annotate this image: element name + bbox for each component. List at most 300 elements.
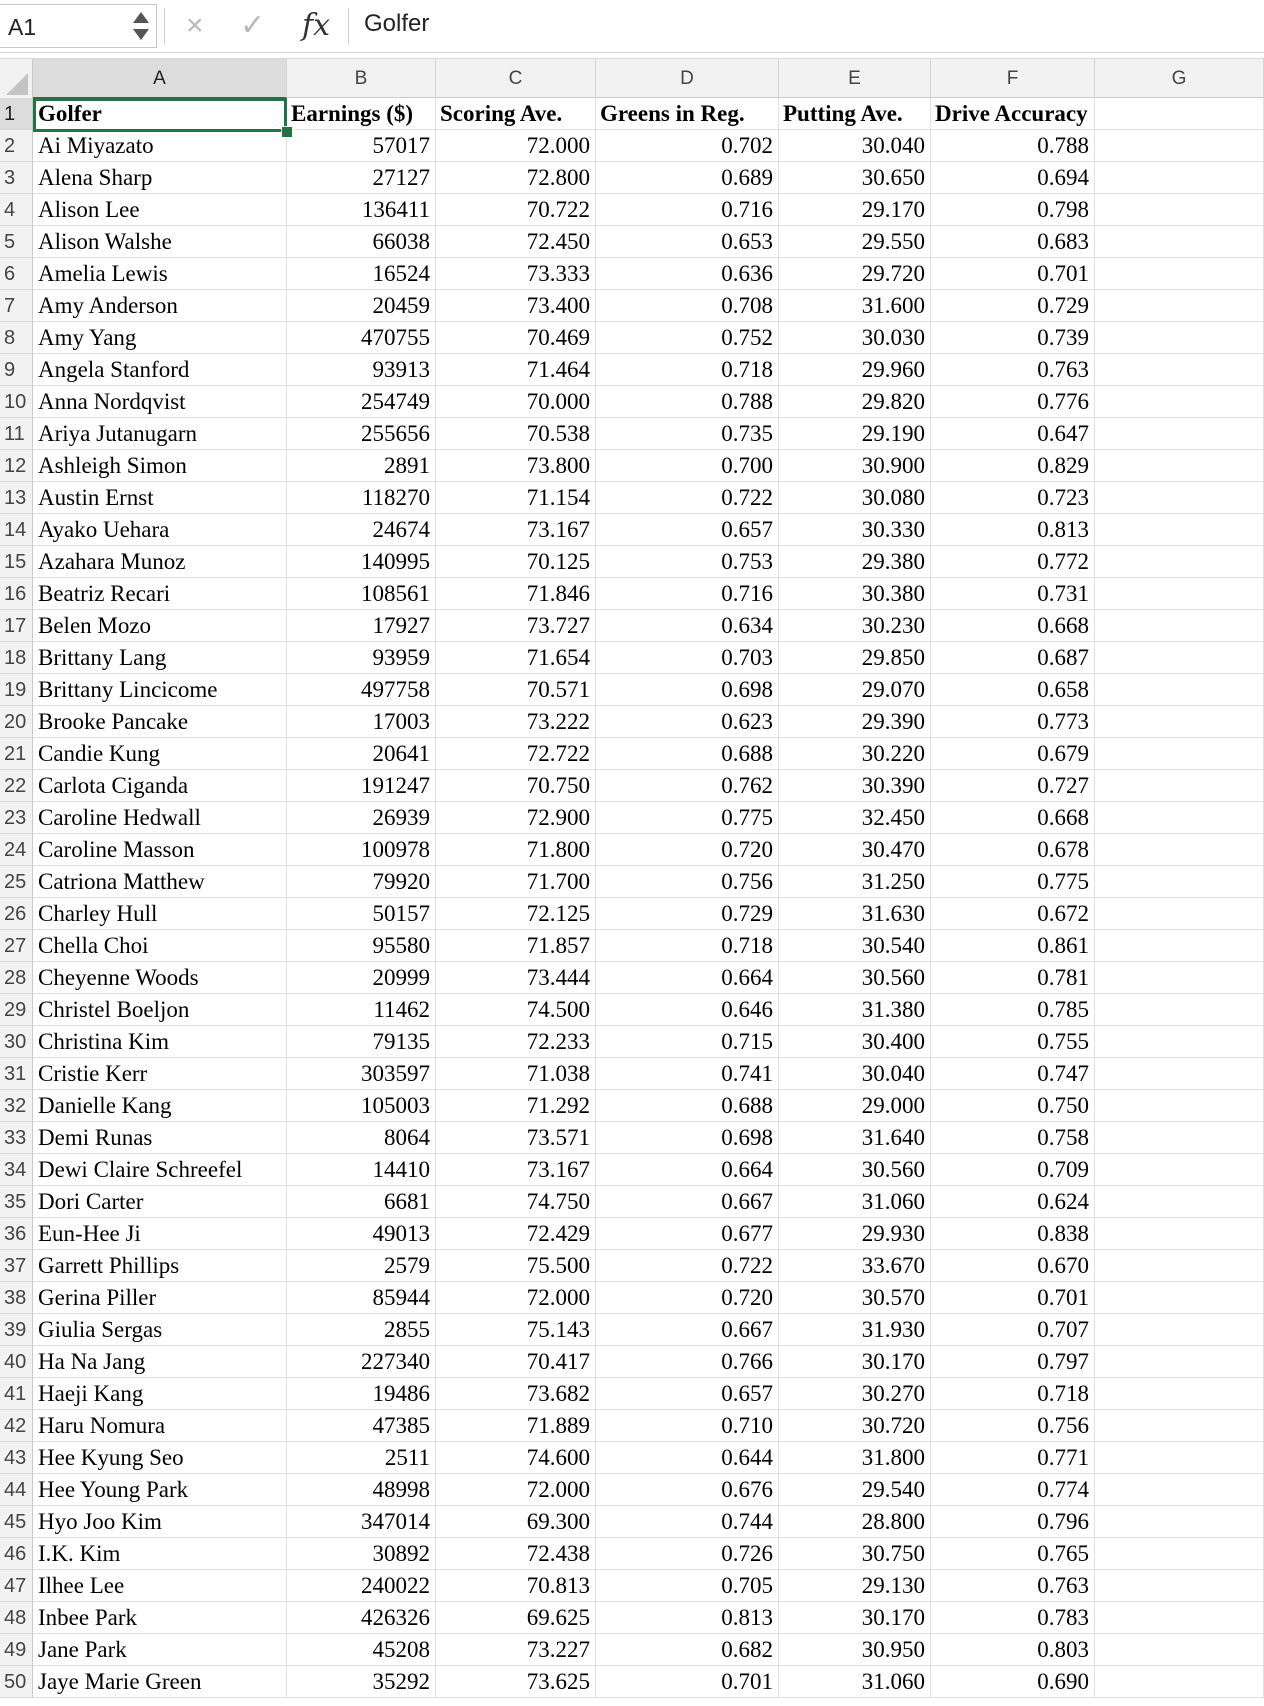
row-header[interactable]: 6	[0, 258, 33, 290]
cell[interactable]: 0.701	[931, 258, 1095, 290]
empty-cell[interactable]	[1095, 194, 1264, 226]
cell[interactable]: Caroline Hedwall	[33, 802, 287, 834]
cell[interactable]: 70.813	[436, 1570, 596, 1602]
cell[interactable]: 0.755	[931, 1026, 1095, 1058]
cell[interactable]: 0.672	[931, 898, 1095, 930]
empty-cell[interactable]	[1095, 162, 1264, 194]
row-header[interactable]: 38	[0, 1282, 33, 1314]
row-header[interactable]: 5	[0, 226, 33, 258]
cell[interactable]: 71.038	[436, 1058, 596, 1090]
cell[interactable]: 0.762	[596, 770, 779, 802]
empty-cell[interactable]	[1095, 1058, 1264, 1090]
row-header[interactable]: 37	[0, 1250, 33, 1282]
cell[interactable]: Christel Boeljon	[33, 994, 287, 1026]
cell[interactable]: 71.292	[436, 1090, 596, 1122]
cell[interactable]: 254749	[287, 386, 436, 418]
cell[interactable]: 0.803	[931, 1634, 1095, 1666]
cell[interactable]: 29.390	[779, 706, 931, 738]
cell[interactable]: Brittany Lincicome	[33, 674, 287, 706]
cell[interactable]: 0.722	[596, 1250, 779, 1282]
cell[interactable]: 8064	[287, 1122, 436, 1154]
cell[interactable]: 72.000	[436, 1474, 596, 1506]
row-header[interactable]: 10	[0, 386, 33, 418]
row-header[interactable]: 48	[0, 1602, 33, 1634]
cell[interactable]: 79135	[287, 1026, 436, 1058]
cell[interactable]: 0.756	[931, 1410, 1095, 1442]
empty-cell[interactable]	[1095, 610, 1264, 642]
cell[interactable]: 0.735	[596, 418, 779, 450]
cell[interactable]: 45208	[287, 1634, 436, 1666]
cell[interactable]: 0.667	[596, 1186, 779, 1218]
empty-cell[interactable]	[1095, 1538, 1264, 1570]
row-header[interactable]: 42	[0, 1410, 33, 1442]
cell[interactable]: Jane Park	[33, 1634, 287, 1666]
row-header[interactable]: 46	[0, 1538, 33, 1570]
empty-cell[interactable]	[1095, 962, 1264, 994]
cell[interactable]: Ashleigh Simon	[33, 450, 287, 482]
empty-cell[interactable]	[1095, 1186, 1264, 1218]
cell[interactable]: 0.703	[596, 642, 779, 674]
cell[interactable]: 30.900	[779, 450, 931, 482]
cell[interactable]: Gerina Piller	[33, 1282, 287, 1314]
cell[interactable]: 74.600	[436, 1442, 596, 1474]
cell[interactable]: Anna Nordqvist	[33, 386, 287, 418]
cell[interactable]: 72.438	[436, 1538, 596, 1570]
empty-cell[interactable]	[1095, 642, 1264, 674]
empty-cell[interactable]	[1095, 1602, 1264, 1634]
cell[interactable]: Hee Young Park	[33, 1474, 287, 1506]
cell[interactable]: 30.170	[779, 1602, 931, 1634]
row-header[interactable]: 25	[0, 866, 33, 898]
row-header[interactable]: 35	[0, 1186, 33, 1218]
row-header[interactable]: 44	[0, 1474, 33, 1506]
empty-cell[interactable]	[1095, 322, 1264, 354]
cell[interactable]: Demi Runas	[33, 1122, 287, 1154]
cell[interactable]: 19486	[287, 1378, 436, 1410]
cell[interactable]: 71.889	[436, 1410, 596, 1442]
cell[interactable]: 0.689	[596, 162, 779, 194]
empty-cell[interactable]	[1095, 258, 1264, 290]
cell[interactable]: 0.664	[596, 1154, 779, 1186]
cell[interactable]: 255656	[287, 418, 436, 450]
cell[interactable]: 73.571	[436, 1122, 596, 1154]
empty-cell[interactable]	[1095, 802, 1264, 834]
cell[interactable]: Ha Na Jang	[33, 1346, 287, 1378]
cell[interactable]: Jaye Marie Green	[33, 1666, 287, 1698]
cell[interactable]: 71.654	[436, 642, 596, 674]
cell[interactable]: Ayako Uehara	[33, 514, 287, 546]
cell[interactable]: 31.600	[779, 290, 931, 322]
cell[interactable]: Dewi Claire Schreefel	[33, 1154, 287, 1186]
empty-cell[interactable]	[1095, 130, 1264, 162]
cell[interactable]: 108561	[287, 578, 436, 610]
cell[interactable]: 29.000	[779, 1090, 931, 1122]
row-header[interactable]: 8	[0, 322, 33, 354]
cell[interactable]: Hee Kyung Seo	[33, 1442, 287, 1474]
empty-cell[interactable]	[1095, 770, 1264, 802]
cell[interactable]: 29.380	[779, 546, 931, 578]
cell[interactable]: 29.070	[779, 674, 931, 706]
cell[interactable]: 240022	[287, 1570, 436, 1602]
cell[interactable]: 2511	[287, 1442, 436, 1474]
cell[interactable]: 0.701	[596, 1666, 779, 1698]
cell[interactable]: Amy Anderson	[33, 290, 287, 322]
cell[interactable]: 2855	[287, 1314, 436, 1346]
cell[interactable]: 29.170	[779, 194, 931, 226]
cell[interactable]: 0.750	[931, 1090, 1095, 1122]
empty-cell[interactable]	[1095, 706, 1264, 738]
cell[interactable]: 0.798	[931, 194, 1095, 226]
cell[interactable]: 73.227	[436, 1634, 596, 1666]
cell[interactable]: 136411	[287, 194, 436, 226]
cell[interactable]: Christina Kim	[33, 1026, 287, 1058]
cell[interactable]: 73.167	[436, 1154, 596, 1186]
cell[interactable]: 0.687	[931, 642, 1095, 674]
row-header[interactable]: 23	[0, 802, 33, 834]
column-header-a[interactable]: A	[33, 59, 287, 99]
cell[interactable]: 73.682	[436, 1378, 596, 1410]
cell[interactable]: 29.820	[779, 386, 931, 418]
cell[interactable]: 0.710	[596, 1410, 779, 1442]
empty-cell[interactable]	[1095, 418, 1264, 450]
row-header[interactable]: 32	[0, 1090, 33, 1122]
name-box[interactable]	[0, 4, 157, 48]
cell[interactable]: Amy Yang	[33, 322, 287, 354]
cell[interactable]: 30.720	[779, 1410, 931, 1442]
cell[interactable]: 70.722	[436, 194, 596, 226]
cell[interactable]: 93913	[287, 354, 436, 386]
cell[interactable]: 0.653	[596, 226, 779, 258]
row-header[interactable]: 49	[0, 1634, 33, 1666]
cell[interactable]: 31.630	[779, 898, 931, 930]
function-icon[interactable]: fx	[302, 8, 331, 43]
cell[interactable]: 30.080	[779, 482, 931, 514]
cell[interactable]: 0.771	[931, 1442, 1095, 1474]
header-cell[interactable]: Earnings ($)	[287, 98, 436, 130]
empty-cell[interactable]	[1095, 1218, 1264, 1250]
cell[interactable]: 72.450	[436, 226, 596, 258]
cell[interactable]: 29.130	[779, 1570, 931, 1602]
empty-cell[interactable]	[1095, 834, 1264, 866]
cell[interactable]: 0.644	[596, 1442, 779, 1474]
cell[interactable]: 74.500	[436, 994, 596, 1026]
empty-cell[interactable]	[1095, 98, 1264, 130]
cell[interactable]: 35292	[287, 1666, 436, 1698]
row-header[interactable]: 15	[0, 546, 33, 578]
cell[interactable]: 0.670	[931, 1250, 1095, 1282]
cell[interactable]: 30.560	[779, 1154, 931, 1186]
cell[interactable]: 29.540	[779, 1474, 931, 1506]
cell[interactable]: 0.829	[931, 450, 1095, 482]
cell[interactable]: 32.450	[779, 802, 931, 834]
cell[interactable]: 30.560	[779, 962, 931, 994]
cell[interactable]: Alena Sharp	[33, 162, 287, 194]
cell[interactable]: 72.429	[436, 1218, 596, 1250]
cell[interactable]: 70.538	[436, 418, 596, 450]
cancel-icon[interactable]: ×	[186, 9, 204, 42]
cell[interactable]: 105003	[287, 1090, 436, 1122]
cell[interactable]: 0.838	[931, 1218, 1095, 1250]
cell[interactable]: Beatriz Recari	[33, 578, 287, 610]
row-header[interactable]: 16	[0, 578, 33, 610]
column-header-g[interactable]: G	[1095, 59, 1264, 99]
row-header[interactable]: 34	[0, 1154, 33, 1186]
row-header[interactable]: 29	[0, 994, 33, 1026]
cell[interactable]: 48998	[287, 1474, 436, 1506]
empty-cell[interactable]	[1095, 450, 1264, 482]
cell[interactable]: 30.220	[779, 738, 931, 770]
column-header-b[interactable]: B	[287, 59, 436, 99]
cell[interactable]: 11462	[287, 994, 436, 1026]
cell[interactable]: 303597	[287, 1058, 436, 1090]
row-header[interactable]: 4	[0, 194, 33, 226]
cell[interactable]: 0.657	[596, 1378, 779, 1410]
cell[interactable]: 0.688	[596, 738, 779, 770]
cell[interactable]: 72.000	[436, 1282, 596, 1314]
cell[interactable]: 73.400	[436, 290, 596, 322]
cell[interactable]: Catriona Matthew	[33, 866, 287, 898]
cell[interactable]: 73.800	[436, 450, 596, 482]
cell[interactable]: 31.250	[779, 866, 931, 898]
cell[interactable]: 71.857	[436, 930, 596, 962]
cell[interactable]: Brittany Lang	[33, 642, 287, 674]
empty-cell[interactable]	[1095, 578, 1264, 610]
empty-cell[interactable]	[1095, 1346, 1264, 1378]
cell[interactable]: 29.930	[779, 1218, 931, 1250]
row-header[interactable]: 7	[0, 290, 33, 322]
cell[interactable]: 0.788	[596, 386, 779, 418]
cell[interactable]: Angela Stanford	[33, 354, 287, 386]
cell[interactable]: 0.720	[596, 1282, 779, 1314]
row-header[interactable]: 21	[0, 738, 33, 770]
cell[interactable]: 47385	[287, 1410, 436, 1442]
cell[interactable]: 30.570	[779, 1282, 931, 1314]
cell[interactable]: 140995	[287, 546, 436, 578]
cell[interactable]: 29.190	[779, 418, 931, 450]
row-header[interactable]: 28	[0, 962, 33, 994]
cell[interactable]: 73.444	[436, 962, 596, 994]
cell[interactable]: 85944	[287, 1282, 436, 1314]
cell[interactable]: 57017	[287, 130, 436, 162]
cell[interactable]: 30.540	[779, 930, 931, 962]
cell[interactable]: 69.300	[436, 1506, 596, 1538]
cell[interactable]: 0.773	[931, 706, 1095, 738]
cell[interactable]: 0.752	[596, 322, 779, 354]
cell[interactable]: 14410	[287, 1154, 436, 1186]
cell[interactable]: 70.417	[436, 1346, 596, 1378]
empty-cell[interactable]	[1095, 1154, 1264, 1186]
cell[interactable]: 71.846	[436, 578, 596, 610]
cell[interactable]: 0.763	[931, 354, 1095, 386]
cell[interactable]: Charley Hull	[33, 898, 287, 930]
cell[interactable]: 73.167	[436, 514, 596, 546]
cell[interactable]: 30.950	[779, 1634, 931, 1666]
cell[interactable]: Alison Walshe	[33, 226, 287, 258]
cell[interactable]: 30.470	[779, 834, 931, 866]
column-header-d[interactable]: D	[596, 59, 779, 99]
cell[interactable]: 0.679	[931, 738, 1095, 770]
cell[interactable]: 0.624	[931, 1186, 1095, 1218]
cell[interactable]: 0.702	[596, 130, 779, 162]
cell[interactable]: 0.718	[596, 354, 779, 386]
empty-cell[interactable]	[1095, 1026, 1264, 1058]
cell[interactable]: 72.900	[436, 802, 596, 834]
cell[interactable]: 30.750	[779, 1538, 931, 1570]
cell[interactable]: 30.040	[779, 1058, 931, 1090]
row-header[interactable]: 2	[0, 130, 33, 162]
cell[interactable]: 0.744	[596, 1506, 779, 1538]
cell[interactable]: 0.788	[931, 130, 1095, 162]
cell[interactable]: 118270	[287, 482, 436, 514]
empty-cell[interactable]	[1095, 290, 1264, 322]
cell[interactable]: 72.800	[436, 162, 596, 194]
cell[interactable]: 0.797	[931, 1346, 1095, 1378]
cell[interactable]: 0.861	[931, 930, 1095, 962]
cell[interactable]: 30.170	[779, 1346, 931, 1378]
empty-cell[interactable]	[1095, 1634, 1264, 1666]
cell[interactable]: 0.775	[931, 866, 1095, 898]
empty-cell[interactable]	[1095, 1122, 1264, 1154]
cell[interactable]: 70.469	[436, 322, 596, 354]
cell[interactable]: 0.647	[931, 418, 1095, 450]
cell[interactable]: 20641	[287, 738, 436, 770]
empty-cell[interactable]	[1095, 514, 1264, 546]
cell[interactable]: Chella Choi	[33, 930, 287, 962]
row-header[interactable]: 33	[0, 1122, 33, 1154]
cell[interactable]: 73.333	[436, 258, 596, 290]
row-header[interactable]: 22	[0, 770, 33, 802]
cell[interactable]: 0.726	[596, 1538, 779, 1570]
row-header[interactable]: 41	[0, 1378, 33, 1410]
row-header[interactable]: 31	[0, 1058, 33, 1090]
cell[interactable]: 79920	[287, 866, 436, 898]
cell[interactable]: 0.698	[596, 674, 779, 706]
cell[interactable]: 27127	[287, 162, 436, 194]
cell[interactable]: 33.670	[779, 1250, 931, 1282]
row-header[interactable]: 19	[0, 674, 33, 706]
cell[interactable]: 0.668	[931, 610, 1095, 642]
cell[interactable]: 30892	[287, 1538, 436, 1570]
cell[interactable]: 71.700	[436, 866, 596, 898]
row-header[interactable]: 26	[0, 898, 33, 930]
empty-cell[interactable]	[1095, 1474, 1264, 1506]
empty-cell[interactable]	[1095, 866, 1264, 898]
cell[interactable]: Haru Nomura	[33, 1410, 287, 1442]
cell[interactable]: 0.688	[596, 1090, 779, 1122]
empty-cell[interactable]	[1095, 674, 1264, 706]
column-header-f[interactable]: F	[931, 59, 1095, 99]
cell[interactable]: 0.709	[931, 1154, 1095, 1186]
cell[interactable]: 0.707	[931, 1314, 1095, 1346]
cell[interactable]: 100978	[287, 834, 436, 866]
cell[interactable]: Dori Carter	[33, 1186, 287, 1218]
cell[interactable]: 70.125	[436, 546, 596, 578]
cell[interactable]: 0.715	[596, 1026, 779, 1058]
cell[interactable]: 426326	[287, 1602, 436, 1634]
cell[interactable]: 0.676	[596, 1474, 779, 1506]
cell[interactable]: 31.060	[779, 1666, 931, 1698]
cell[interactable]: 0.763	[931, 1570, 1095, 1602]
cell[interactable]: 30.380	[779, 578, 931, 610]
cell[interactable]: Cheyenne Woods	[33, 962, 287, 994]
cell[interactable]: 2891	[287, 450, 436, 482]
cell[interactable]: 31.060	[779, 1186, 931, 1218]
cell[interactable]: 0.683	[931, 226, 1095, 258]
cell[interactable]: 0.775	[596, 802, 779, 834]
cell[interactable]: Garrett Phillips	[33, 1250, 287, 1282]
cell[interactable]: 0.694	[931, 162, 1095, 194]
cell[interactable]: 69.625	[436, 1602, 596, 1634]
row-header[interactable]: 36	[0, 1218, 33, 1250]
empty-cell[interactable]	[1095, 1442, 1264, 1474]
cell[interactable]: 71.464	[436, 354, 596, 386]
cell[interactable]: Cristie Kerr	[33, 1058, 287, 1090]
row-header[interactable]: 39	[0, 1314, 33, 1346]
cell[interactable]: 29.850	[779, 642, 931, 674]
empty-cell[interactable]	[1095, 1090, 1264, 1122]
cell[interactable]: 191247	[287, 770, 436, 802]
enter-icon[interactable]: ✓	[240, 9, 266, 42]
cell[interactable]: 0.658	[931, 674, 1095, 706]
cell[interactable]: 347014	[287, 1506, 436, 1538]
cell[interactable]: 72.000	[436, 130, 596, 162]
cell[interactable]: 24674	[287, 514, 436, 546]
cell[interactable]: 0.781	[931, 962, 1095, 994]
cell[interactable]: 26939	[287, 802, 436, 834]
cell[interactable]: 72.125	[436, 898, 596, 930]
cell[interactable]: Inbee Park	[33, 1602, 287, 1634]
cell[interactable]: 49013	[287, 1218, 436, 1250]
cell[interactable]: 0.758	[931, 1122, 1095, 1154]
cell[interactable]: Carlota Ciganda	[33, 770, 287, 802]
header-cell[interactable]: Drive Accuracy	[931, 98, 1095, 130]
cell[interactable]: 70.000	[436, 386, 596, 418]
cell[interactable]: 20459	[287, 290, 436, 322]
cell[interactable]: 71.154	[436, 482, 596, 514]
cell[interactable]: 0.646	[596, 994, 779, 1026]
row-header[interactable]: 45	[0, 1506, 33, 1538]
cell[interactable]: 0.623	[596, 706, 779, 738]
row-header[interactable]: 13	[0, 482, 33, 514]
empty-cell[interactable]	[1095, 898, 1264, 930]
cell[interactable]: 70.750	[436, 770, 596, 802]
row-header[interactable]: 18	[0, 642, 33, 674]
cell[interactable]: 0.664	[596, 962, 779, 994]
cell[interactable]: 16524	[287, 258, 436, 290]
formula-input[interactable]: Golfer	[364, 10, 430, 37]
cell[interactable]: Alison Lee	[33, 194, 287, 226]
cell[interactable]: 30.230	[779, 610, 931, 642]
cell[interactable]: 73.222	[436, 706, 596, 738]
empty-cell[interactable]	[1095, 738, 1264, 770]
cell[interactable]: 0.727	[931, 770, 1095, 802]
cell[interactable]: 0.708	[596, 290, 779, 322]
cell[interactable]: 74.750	[436, 1186, 596, 1218]
cell[interactable]: 0.698	[596, 1122, 779, 1154]
cell[interactable]: 2579	[287, 1250, 436, 1282]
cell[interactable]: Danielle Kang	[33, 1090, 287, 1122]
row-header[interactable]: 20	[0, 706, 33, 738]
column-header-c[interactable]: C	[436, 59, 596, 99]
row-header[interactable]: 1	[0, 98, 33, 130]
cell[interactable]: 0.668	[931, 802, 1095, 834]
cell[interactable]: 0.722	[596, 482, 779, 514]
empty-cell[interactable]	[1095, 1250, 1264, 1282]
cell[interactable]: 0.796	[931, 1506, 1095, 1538]
empty-cell[interactable]	[1095, 930, 1264, 962]
cell[interactable]: 0.753	[596, 546, 779, 578]
empty-cell[interactable]	[1095, 1570, 1264, 1602]
